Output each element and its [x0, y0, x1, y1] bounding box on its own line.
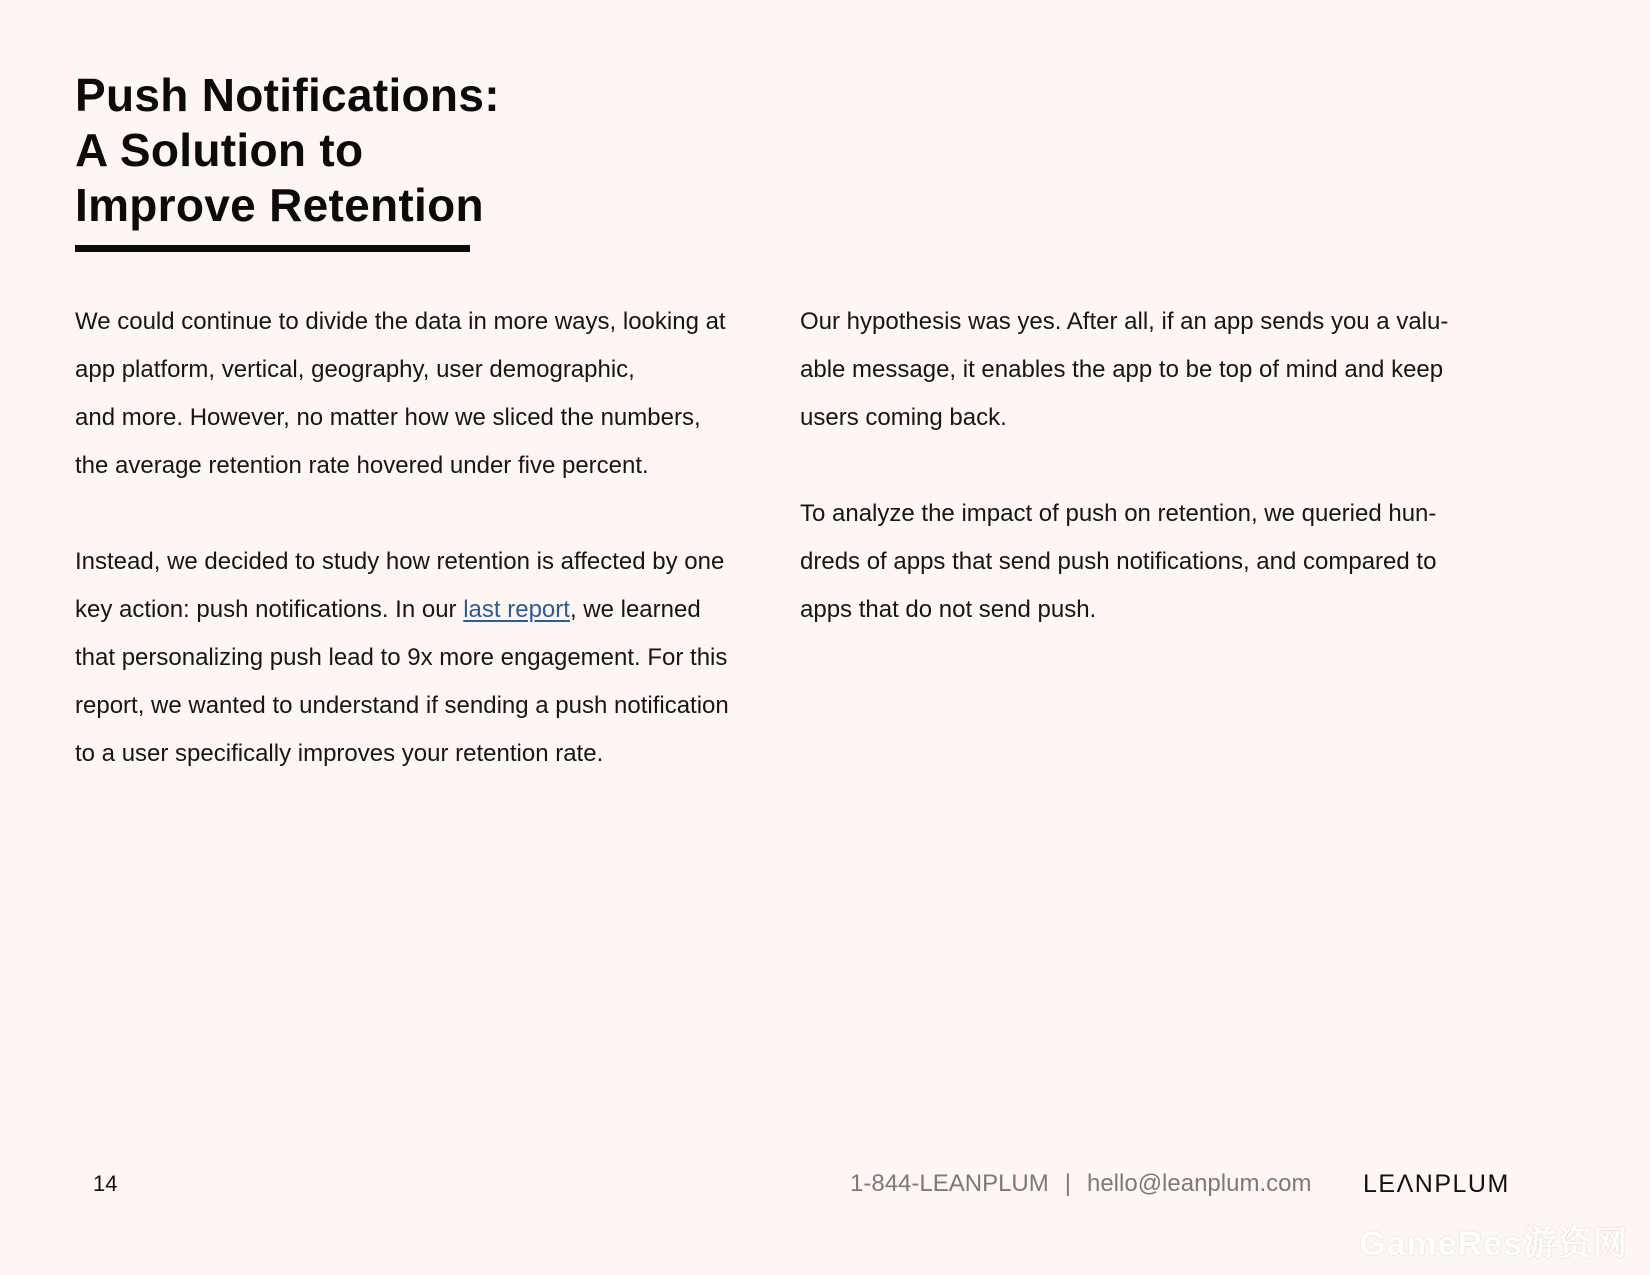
- page-title: [75, 68, 500, 233]
- text-segment: , we learned: [569, 596, 701, 623]
- text-line: apps that do not send push.: [800, 596, 1097, 623]
- text-line: app platform, vertical, geography, user demographic,: [75, 356, 635, 383]
- title-underline-divider: [75, 245, 470, 252]
- left-paragraph-2: [75, 538, 795, 778]
- right-column: [800, 298, 1500, 682]
- footer-contact: [850, 1166, 1311, 1202]
- footer-separator: |: [1064, 1170, 1071, 1197]
- text-line: dreds of apps that send push notifications, and compared to: [800, 548, 1437, 575]
- title-line-3: Improve Retention: [75, 179, 484, 231]
- gameres-watermark: GameRes游资网: [1359, 1225, 1628, 1263]
- right-paragraph-2: [800, 490, 1500, 634]
- left-column: [75, 298, 795, 826]
- text-line: to a user specifically improves your retention rate.: [75, 740, 604, 767]
- email-link[interactable]: hello@leanplum.com: [1086, 1170, 1312, 1197]
- right-paragraph-1: [800, 298, 1500, 442]
- leanplum-logo: LEΛNPLUM: [1363, 1170, 1510, 1198]
- text-line: We could continue to divide the data in more ways, looking at: [75, 308, 726, 335]
- text-line: report, we wanted to understand if sending a push notification: [75, 692, 729, 719]
- left-paragraph-1: [75, 298, 795, 490]
- title-line-1: Push Notifications:: [75, 69, 500, 121]
- text-line-with-link: [75, 586, 795, 634]
- phone-number: 1-844-LEANPLUM: [850, 1170, 1049, 1197]
- text-line: and more. However, no matter how we sliced the numbers,: [75, 404, 701, 431]
- text-line: Our hypothesis was yes. After all, if an app sends you a valu-: [800, 308, 1449, 335]
- page-number: 14: [93, 1171, 118, 1196]
- text-line: the average retention rate hovered under five percent.: [75, 452, 649, 479]
- text-segment: key action: push notifications. In our: [75, 596, 464, 623]
- last-report-link[interactable]: last report: [463, 596, 570, 623]
- text-line: Instead, we decided to study how retention is affected by one: [75, 548, 725, 575]
- text-line: able message, it enables the app to be top of mind and keep: [800, 356, 1444, 383]
- title-line-2: A Solution to: [75, 124, 364, 176]
- text-line: that personalizing push lead to 9x more engagement. For this: [75, 644, 728, 671]
- text-line: To analyze the impact of push on retention, we queried hun-: [800, 500, 1437, 527]
- text-line: users coming back.: [800, 404, 1007, 431]
